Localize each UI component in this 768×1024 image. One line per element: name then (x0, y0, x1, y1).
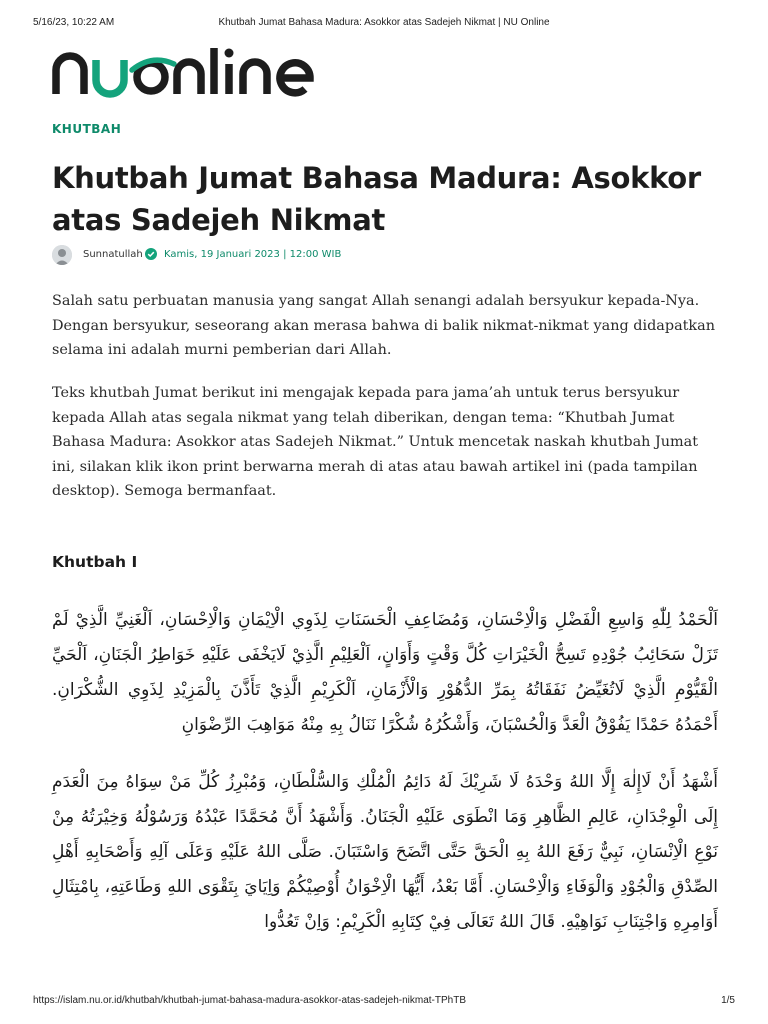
publish-date: Kamis, 19 Januari 2023 | 12:00 WIB (164, 249, 342, 260)
author-name[interactable]: Sunnatullah (83, 249, 143, 260)
article-paragraph: Teks khutbah Jumat berikut ini mengajak kepada para jama’ah untuk terus bersyukur kepada Allah atas segala nikmat yang telah diberikan, dengan tema: “Khutbah Jumat Bahasa Madura: Asokkor atas Sadejeh Nikmat.” Untuk mencetak naskah khutbah Jumat ini, silakan klik ikon print berwarna merah di atas atau bawah artikel ini (pada tampilan desktop). Semoga bermanfaat. (52, 385, 699, 499)
article-category[interactable]: KHUTBAH (52, 122, 122, 136)
nuonline-logo[interactable] (52, 44, 316, 100)
avatar-icon (52, 245, 72, 265)
print-page-title: Khutbah Jumat Bahasa Madura: Asokkor atas Sadejeh Nikmat | NU Online (218, 17, 550, 28)
print-url[interactable]: https://islam.nu.or.id/khutbah/khutbah-jumat-bahasa-madura-asokkor-atas-sadejeh-nikmat-TPhTB (33, 995, 466, 1006)
nuonline-logo-icon (52, 44, 316, 100)
section-title: Khutbah I (52, 553, 138, 571)
arabic-paragraph: اَلْحَمْدُ لِلّٰهِ وَاسِعِ الْفَضْلِ وَالْاِحْسَانِ، وَمُضَاعِفِ الْحَسَنَاتِ لِذَوِي الْاِيْمَانِ وَالْاِحْسَانِ، اَلْغَنِيِّ الَّذِيْ لَمْ تَزَلْ سَحَائِبُ جُوْدِهِ تَسِحُّ الْخَيْرَاتِ كُلَّ وَقْتٍ وَأَوَانٍ، اَلْعَلِيْمِ الَّذِيْ لَايَخْفَى عَلَيْهِ خَوَاطِرُ الْجَنَانِ، اَلْحَيِّ الْقَيُّوْمِ الَّذِيْ لَاتُغَيِّضُ نَفَقَاتُهُ بِمَرِّ الدُّهُوْرِ وَالْأَزْمَانِ، اَلْكَرِيْمِ الَّذِيْ تَأَذَّنَ بِالْمَزِيْدِ لِذَوِي الشُّكْرَانِ. أَحْمَدُهُ حَمْدًا يَفُوْقُ الْعَدَّ وَالْحُسْبَانَ، وَأَشْكُرُهُ شُكْرًا نَنَالُ بِهِ مِنْهُ مَوَاهِبَ الرِّضْوَانِ (52, 610, 718, 735)
print-page-number: 1/5 (721, 995, 735, 1006)
article-byline (52, 245, 652, 267)
print-header (0, 17, 768, 31)
author-avatar[interactable] (52, 245, 72, 265)
verified-check-icon (145, 248, 157, 260)
print-date: 5/16/23, 10:22 AM (33, 17, 115, 28)
article-title: Khutbah Jumat Bahasa Madura: Asokkor atas Sadejeh Nikmat (52, 161, 701, 237)
arabic-paragraph: أَشْهَدُ أَنْ لَاإِلٰهَ إِلَّا اللهُ وَحْدَهُ لَا شَرِيْكَ لَهُ دَائِمُ الْمُلْكِ وَالسُّلْطَانِ، وَمُبْرِزُ كُلِّ مَنْ سِوَاهُ مِنَ الْعَدَمِ إِلَى الْوِجْدَانِ، عَالِمِ الظَّاهِرِ وَمَا انْطَوَى عَلَيْهِ الْجَنَانُ. وَأَشْهَدُ أَنَّ مُحَمَّدًا عَبْدُهُ وَرَسُوْلُهُ وَخِيْرَتُهُ مِنْ نَوْعِ الْاِنْسَانِ، نَبِيٌّ رَفَعَ اللهُ بِهِ الْحَقَّ حَتَّى اتَّضَحَ وَاسْتَبَانَ. صَلَّى اللهُ عَلَيْهِ وَعَلَى آلِهِ وَأَصْحَابِهِ أَهْلِ الصِّدْقِ وَالْجُوْدِ وَالْوَفَاءِ وَالْاِحْسَانِ. أَمَّا بَعْدُ، أَيُّهَا الْاِخْوَانُ أُوْصِيْكُمْ وَاِيَايَ بِتَقْوَى اللهِ وَطَاعَتِهِ، بِامْتِثَالِ أَوَامِرِهِ وَاجْتِنَابِ نَوَاهِيْهِ. قَالَ اللهُ تَعَالَى فِيْ كِتَابِهِ الْكَرِيْمِ: وَاِنْ تَعُدُّوا (52, 772, 718, 932)
article-paragraph: Salah satu perbuatan manusia yang sangat Allah senangi adalah bersyukur kepada-Nya. Dengan bersyukur, seseorang akan merasa bahwa di balik nikmat-nikmat yang didapatkan selama ini adalah murni pemberian dari Allah. (52, 293, 716, 358)
print-footer (0, 995, 768, 1009)
